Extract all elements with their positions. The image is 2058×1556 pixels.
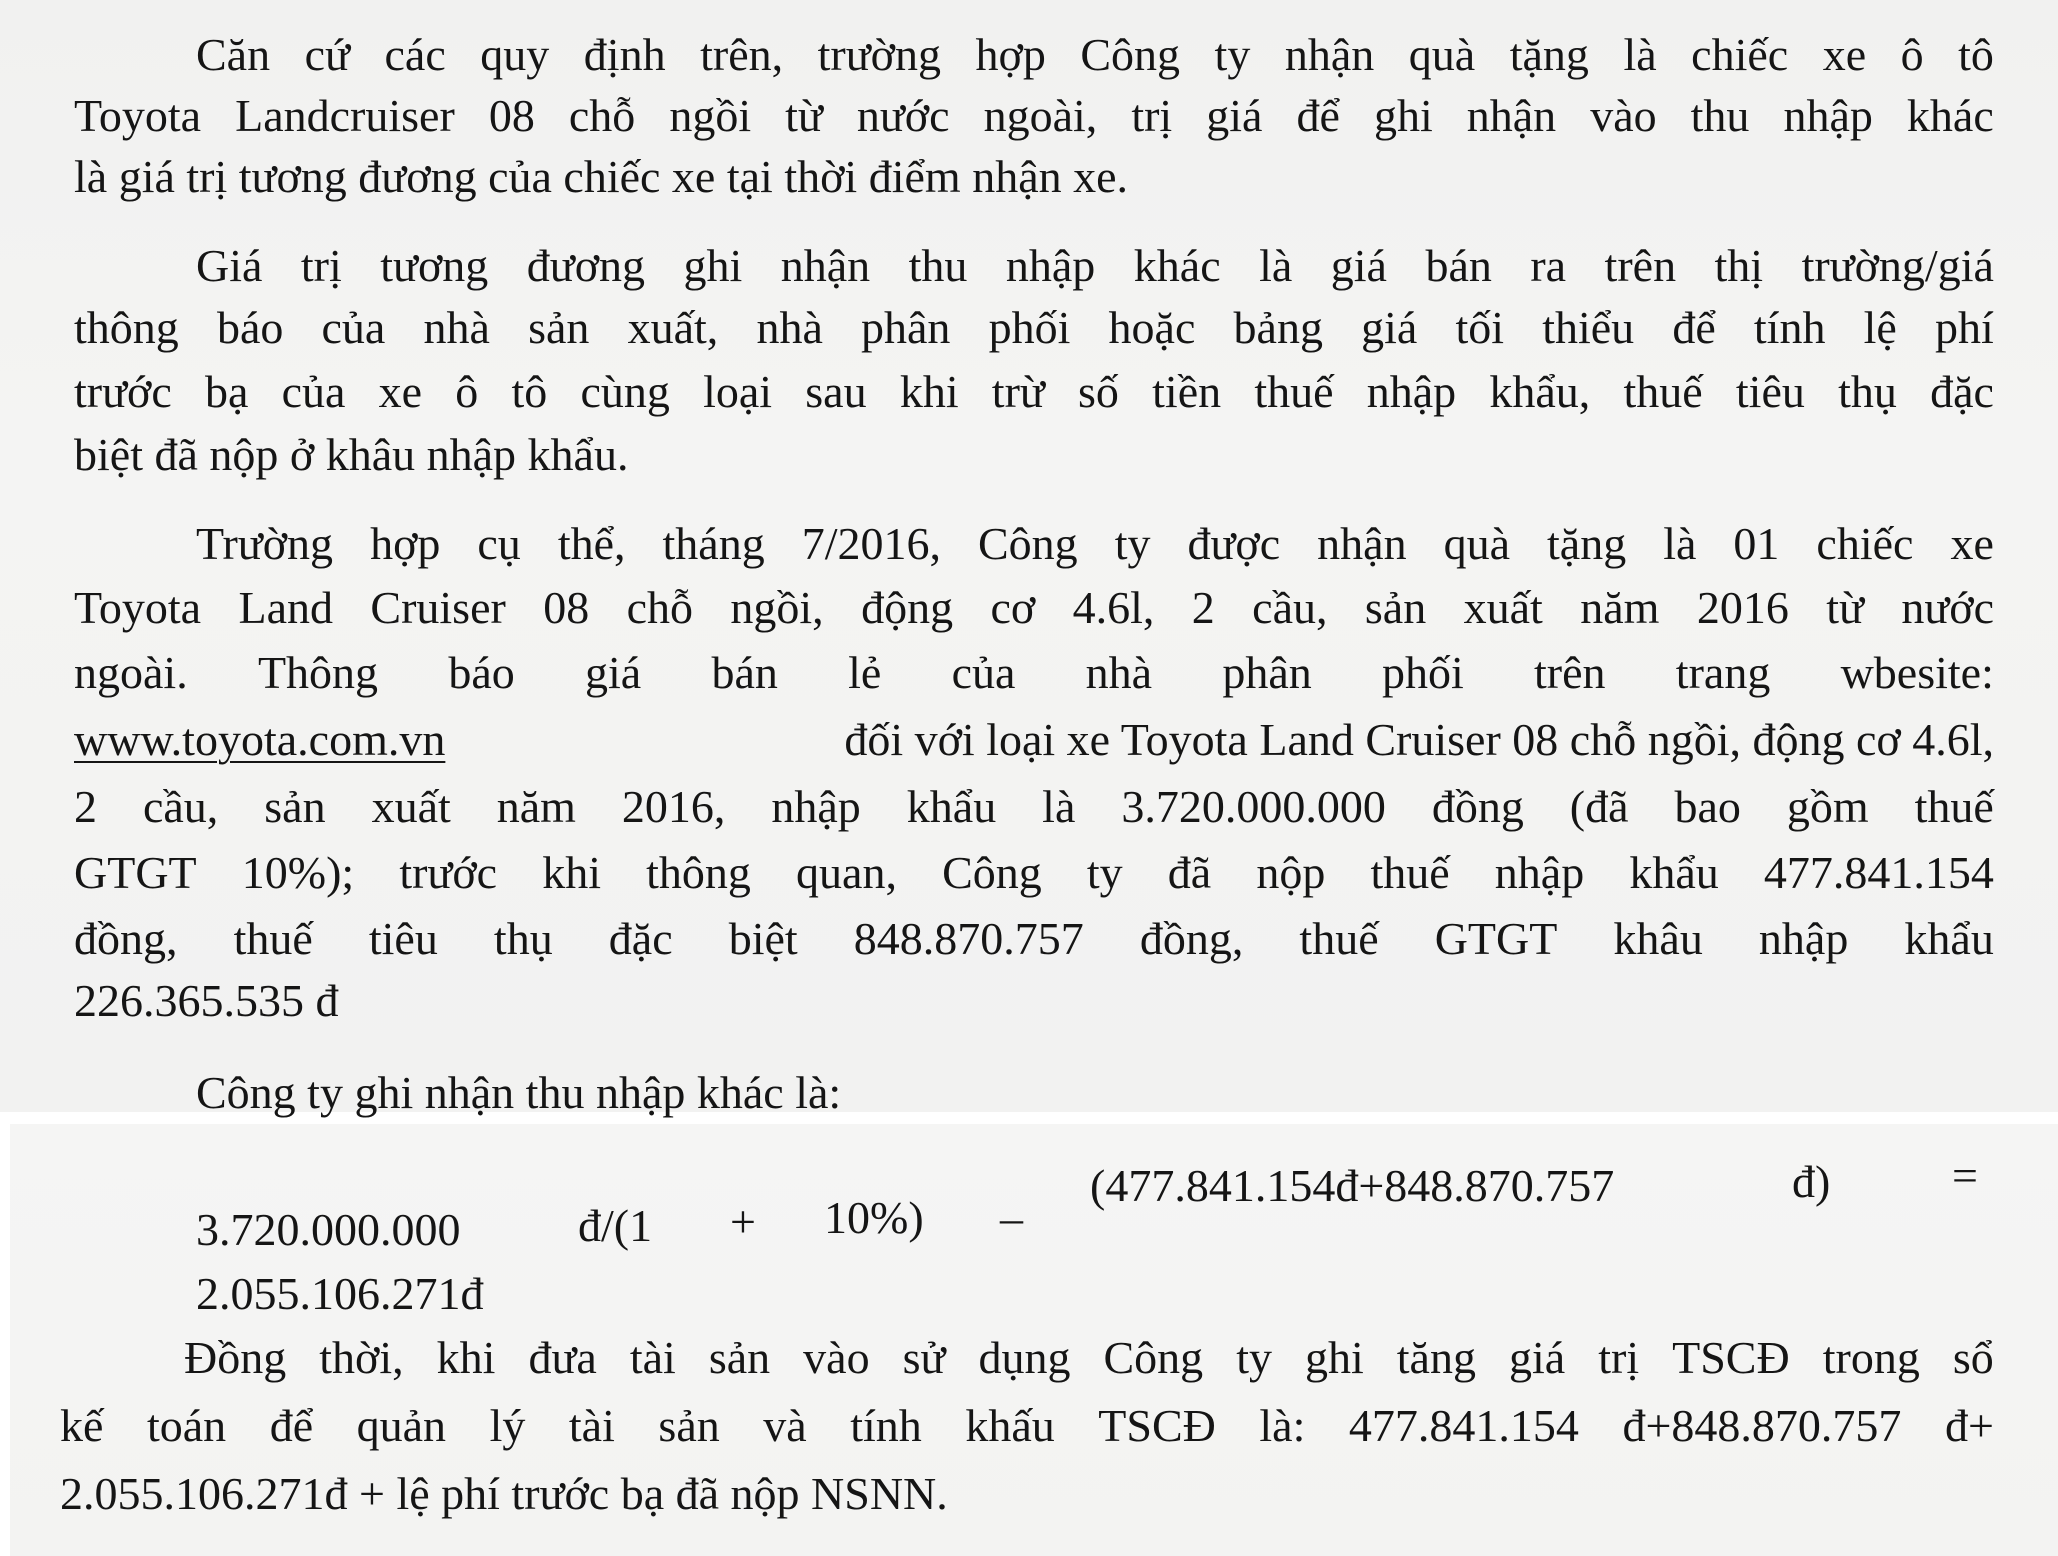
word: tô	[1958, 29, 1994, 80]
word: Toyota	[74, 582, 202, 633]
word: năm	[1580, 582, 1660, 633]
word: TSCĐ	[1098, 1400, 1216, 1451]
word: đưa	[528, 1332, 597, 1383]
word: trong	[1822, 1332, 1920, 1383]
word: thuế	[1370, 847, 1450, 898]
word: 2	[1191, 582, 1215, 633]
word: và	[763, 1400, 807, 1451]
word: trường	[817, 29, 941, 80]
word: TSCĐ	[1672, 1332, 1790, 1383]
word: wbesite:	[1840, 647, 1994, 698]
word: ô	[455, 366, 479, 417]
word: thông	[646, 847, 751, 898]
word: nước	[856, 90, 950, 141]
word: tặng	[1509, 29, 1589, 80]
word: để	[269, 1400, 314, 1451]
word: quà	[1408, 29, 1476, 80]
paragraph-line	[196, 25, 1994, 85]
word: Đồng	[184, 1332, 287, 1383]
word: thị	[1714, 240, 1764, 291]
word: cầu,	[142, 781, 219, 832]
word: ra	[1530, 240, 1567, 291]
word: 10%);	[241, 847, 355, 898]
word: đặc	[1930, 366, 1994, 417]
word: tính	[1753, 302, 1826, 353]
word: nộp	[1256, 847, 1326, 898]
word: loại	[703, 366, 773, 417]
word: nhập	[1758, 913, 1849, 964]
word: giá	[1206, 90, 1263, 141]
word: các	[384, 29, 446, 80]
word: năm	[496, 781, 576, 832]
word: khác	[1133, 240, 1221, 291]
word: trên	[1534, 647, 1606, 698]
word: phối	[1382, 647, 1464, 698]
word: nhận	[780, 240, 871, 291]
word: nhập	[1494, 847, 1585, 898]
word: thuế	[1914, 781, 1994, 832]
word: tiền	[1152, 366, 1222, 417]
word: ô	[1900, 29, 1924, 80]
word: là	[1623, 29, 1657, 80]
word: sử	[902, 1332, 946, 1383]
word: ngồi	[669, 90, 752, 141]
word: nước	[1901, 582, 1994, 633]
word: chỗ	[626, 582, 694, 633]
paragraph-line	[74, 578, 1994, 638]
word: thể,	[557, 518, 626, 569]
word: Thông	[257, 647, 379, 698]
word: tính	[850, 1400, 922, 1451]
word: trước	[399, 847, 498, 898]
word: khi	[542, 847, 601, 898]
word: 3.720.000.000	[1121, 781, 1386, 832]
word: thuế	[1254, 366, 1334, 417]
word: để	[1672, 302, 1716, 353]
word: khẩu	[1629, 847, 1719, 898]
word: nhà	[1085, 647, 1153, 698]
word: khẩu,	[1489, 366, 1591, 417]
word: gồm	[1786, 781, 1869, 832]
formula-vat: 10%)	[824, 1192, 924, 1243]
word: Landcruiser	[235, 90, 455, 141]
word: thuế	[233, 913, 313, 964]
link-line-rest: đối với loại xe Toyota Land Cruiser 08 chỗ ngồi, động cơ 4.6l,	[844, 714, 1994, 765]
paragraph-line	[184, 1328, 1994, 1388]
word: tô	[511, 366, 548, 417]
word: thuế	[1623, 366, 1703, 417]
word: phân	[861, 302, 951, 353]
word: GTGT	[74, 847, 197, 898]
word: thụ	[1838, 366, 1897, 417]
word: là	[1259, 240, 1293, 291]
word: xuất,	[627, 302, 719, 353]
word: khẩu	[1904, 913, 1994, 964]
paragraph-line: 226.365.535 đ	[74, 975, 339, 1026]
word: sản	[264, 781, 326, 832]
paragraph-line	[74, 843, 1994, 903]
word: khâu	[1613, 913, 1703, 964]
word: nhận	[1284, 29, 1375, 80]
word: 2	[74, 781, 97, 832]
word: Công	[942, 847, 1042, 898]
word: ghi	[1373, 90, 1433, 141]
word: trị	[300, 240, 342, 291]
word: ghi	[683, 240, 743, 291]
word: nhận	[1317, 518, 1407, 569]
word: số	[1078, 366, 1119, 417]
word: tiêu	[368, 913, 438, 964]
word: của	[321, 302, 386, 353]
word: ngoài,	[983, 90, 1098, 141]
word: quản	[356, 1400, 447, 1451]
word: 477.841.154	[1348, 1400, 1579, 1451]
word: cầu,	[1252, 582, 1328, 633]
word: (đã	[1569, 781, 1629, 832]
word: lý	[489, 1400, 526, 1451]
word: 848.870.757	[853, 913, 1084, 964]
word: kế	[60, 1400, 104, 1451]
word: thiểu	[1542, 302, 1635, 353]
word: trước	[74, 366, 172, 417]
paragraph-line	[60, 1396, 1994, 1456]
word: từ	[785, 90, 823, 141]
word: đ+848.870.757	[1622, 1400, 1902, 1451]
word: thu	[1690, 90, 1750, 141]
word: trang	[1675, 647, 1771, 698]
word: phối	[988, 302, 1071, 353]
word: ghi	[1304, 1332, 1364, 1383]
word: ty	[1214, 29, 1251, 80]
word: hoặc	[1108, 302, 1196, 353]
word: từ	[1826, 582, 1864, 633]
word: trên,	[700, 29, 784, 80]
word: chiếc	[1691, 29, 1789, 80]
word: sản	[528, 302, 590, 353]
word: khi	[436, 1332, 496, 1383]
word: Căn	[196, 29, 271, 80]
word: 2016	[1696, 582, 1789, 633]
word: bán	[1425, 240, 1492, 291]
word: khấu	[965, 1400, 1055, 1451]
word: thu	[908, 240, 968, 291]
word: cơ	[990, 582, 1036, 633]
word: tài	[629, 1332, 676, 1383]
word: 2016,	[621, 781, 726, 832]
word: khi	[899, 366, 959, 417]
word: bạ	[204, 366, 249, 417]
word: xe	[1950, 518, 1994, 569]
word: Công	[1080, 29, 1181, 80]
word: động	[861, 582, 954, 633]
paragraph-line	[74, 362, 1994, 422]
word: toán	[146, 1400, 227, 1451]
word: xe	[378, 366, 423, 417]
word: đồng,	[74, 913, 178, 964]
word: hợp	[975, 29, 1046, 80]
word: tương	[380, 240, 489, 291]
word: 4.6l,	[1072, 582, 1155, 633]
word: của	[281, 366, 346, 417]
word: tiêu	[1735, 366, 1805, 417]
word: quan,	[796, 847, 897, 898]
word: Công	[978, 518, 1078, 569]
word: khác	[1906, 90, 1994, 141]
word: vào	[803, 1332, 870, 1383]
paragraph-line	[196, 236, 1994, 296]
word: tặng	[1547, 518, 1627, 569]
word: 7/2016,	[801, 518, 941, 569]
formula-amount: 3.720.000.000	[196, 1204, 461, 1255]
word: trị	[1131, 90, 1173, 141]
word: ty	[1114, 518, 1151, 569]
word: báo	[216, 302, 284, 353]
paragraph-line	[74, 86, 1994, 146]
word: tối	[1455, 302, 1505, 353]
word: bán	[711, 647, 778, 698]
word: sản	[708, 1332, 771, 1383]
paragraph-line	[74, 643, 1994, 703]
word: định	[583, 29, 666, 80]
word: nhận	[1466, 90, 1557, 141]
word: phí	[1934, 302, 1994, 353]
word: nhập	[1783, 90, 1873, 141]
word: thời,	[319, 1332, 404, 1383]
word: chỗ	[568, 90, 636, 141]
word: ty	[1086, 847, 1123, 898]
word: sản	[1364, 582, 1427, 633]
word: là	[1663, 518, 1697, 569]
formula-divide: đ/(1	[578, 1200, 653, 1251]
word: 08	[543, 582, 590, 633]
paragraph-line: biệt đã nộp ở khâu nhập khẩu.	[74, 429, 629, 480]
word: trị	[1598, 1332, 1640, 1383]
paragraph-line: 2.055.106.271đ + lệ phí trước bạ đã nộp NSNN.	[60, 1468, 948, 1519]
word: để	[1296, 90, 1340, 141]
word: giá	[1509, 1332, 1566, 1383]
word: cùng	[580, 366, 670, 417]
word: xuất	[371, 781, 451, 832]
word: 01	[1733, 518, 1780, 569]
word: bảng	[1233, 302, 1323, 353]
word: lẻ	[848, 647, 882, 698]
formula-equals: =	[1952, 1150, 1978, 1201]
word: thông	[74, 302, 179, 353]
word: cụ	[477, 518, 521, 569]
word: sổ	[1952, 1332, 1994, 1383]
formula-plus: +	[730, 1196, 756, 1247]
word: lệ	[1863, 302, 1897, 353]
word: nhập	[1005, 240, 1096, 291]
word: khẩu	[906, 781, 997, 832]
word: nhà	[423, 302, 490, 353]
word: đã	[1167, 847, 1212, 898]
word: quy	[480, 29, 550, 80]
word: ty	[1236, 1332, 1272, 1383]
formula-result: 2.055.106.271đ	[196, 1268, 484, 1319]
word: biệt	[728, 913, 798, 964]
word: Công	[1103, 1332, 1204, 1383]
word: Toyota	[74, 90, 202, 141]
word: giá	[584, 647, 642, 698]
word: đồng	[1431, 781, 1524, 832]
word: bao	[1674, 781, 1741, 832]
word: đặc	[608, 913, 673, 964]
word: phân	[1222, 647, 1312, 698]
formula-unit: đ)	[1792, 1156, 1831, 1207]
word: nhà	[756, 302, 823, 353]
word: cứ	[304, 29, 350, 80]
paragraph-line-with-link	[74, 710, 1994, 770]
word: tăng	[1396, 1332, 1476, 1383]
word: vào	[1590, 90, 1657, 141]
word: nhập	[1366, 366, 1457, 417]
word: được	[1187, 518, 1281, 569]
word: giá	[1330, 240, 1387, 291]
paragraph-line	[196, 514, 1994, 574]
word: trường/giá	[1801, 240, 1994, 291]
word: xe	[1822, 29, 1867, 80]
word: trừ	[991, 366, 1045, 417]
word: 477.841.154	[1763, 847, 1994, 898]
word: quà	[1443, 518, 1510, 569]
word: giá	[1361, 302, 1418, 353]
word: thụ	[493, 913, 553, 964]
word: của	[951, 647, 1016, 698]
word: tài	[568, 1400, 615, 1451]
word: chiếc	[1816, 518, 1914, 569]
paragraph-line: là giá trị tương đương của chiếc xe tại thời điểm nhận xe.	[74, 151, 1129, 202]
word: thuế	[1299, 913, 1379, 964]
word: báo	[448, 647, 515, 698]
word: Cruiser	[370, 582, 506, 633]
word: tháng	[662, 518, 765, 569]
word: 08	[488, 90, 535, 141]
paragraph-income-intro: Công ty ghi nhận thu nhập khác là:	[196, 1067, 842, 1118]
word: ngoài.	[74, 647, 188, 698]
paragraph-line	[74, 777, 1994, 837]
word: là	[1042, 781, 1076, 832]
website-link[interactable]: www.toyota.com.vn	[74, 714, 446, 765]
word: dụng	[978, 1332, 1071, 1383]
word: Trường	[196, 518, 334, 569]
paragraph-line	[74, 909, 1994, 969]
word: ngồi,	[730, 582, 824, 633]
word: trên	[1604, 240, 1677, 291]
word: hợp	[370, 518, 441, 569]
word: xuất	[1463, 582, 1543, 633]
paragraph-line	[74, 298, 1994, 358]
word: sản	[658, 1400, 720, 1451]
formula-minus: –	[1000, 1192, 1023, 1243]
word: nhập	[771, 781, 861, 832]
word: Giá	[196, 240, 263, 291]
word: sau	[805, 366, 867, 417]
word: là:	[1259, 1400, 1306, 1451]
word: Land	[238, 582, 333, 633]
word: đồng,	[1139, 913, 1244, 964]
word: đ+	[1944, 1400, 1994, 1451]
formula-taxes: (477.841.154đ+848.870.757	[1090, 1160, 1615, 1211]
word: GTGT	[1434, 913, 1558, 964]
word: đương	[526, 240, 646, 291]
